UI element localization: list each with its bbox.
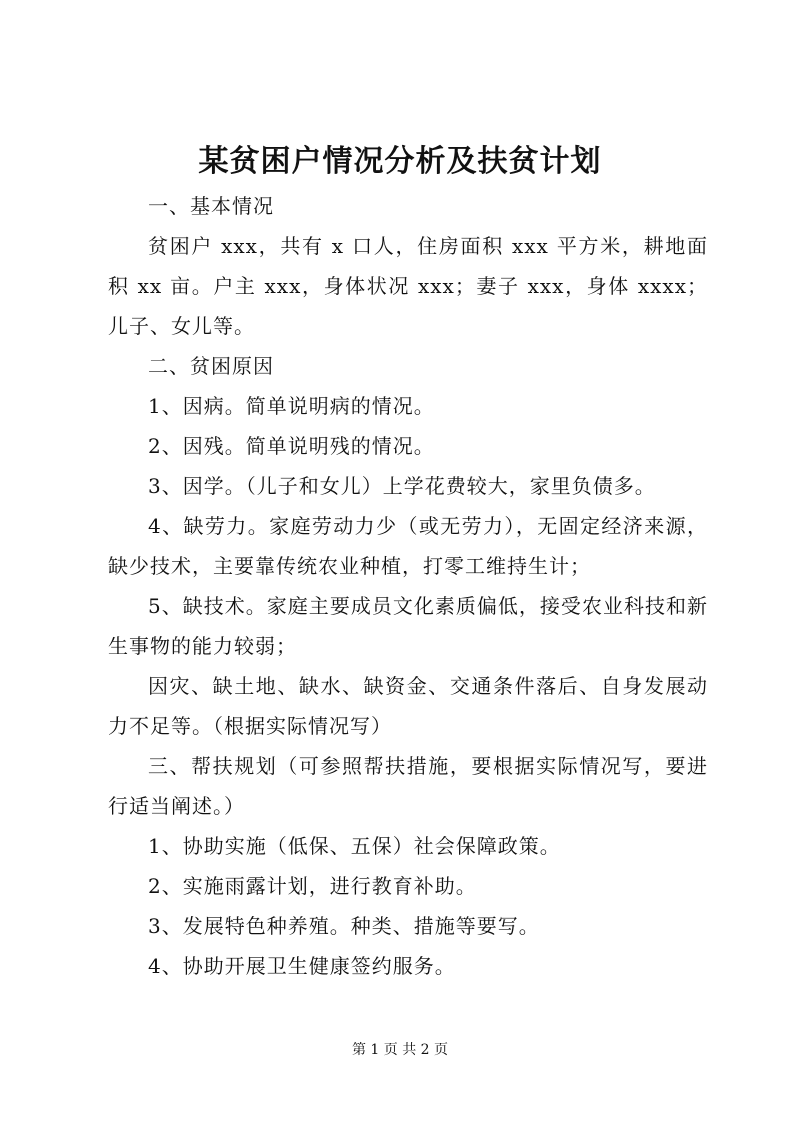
list-item-health-service: 4、协助开展卫生健康签约服务。: [148, 954, 456, 978]
section-heading-basic-info: 一、基本情况: [148, 194, 274, 218]
list-item-skill-shortage: 5、缺技术。家庭主要成员文化素质偏低，接受农业科技和新生事物的能力较弱；: [108, 594, 708, 658]
document-body: [108, 186, 708, 986]
section-heading-poverty-causes: 二、贫困原因: [148, 354, 274, 378]
list-item-illness: 1、因病。简单说明病的情况。: [148, 394, 435, 418]
list-item-labor-shortage: 4、缺劳力。家庭劳动力少（或无劳力），无固定经济来源，缺少技术，主要靠传统农业种植，打零工维持生计；: [108, 514, 708, 578]
list-item-social-security: 1、协助实施（低保、五保）社会保障政策。: [148, 834, 561, 858]
section-heading-assistance-plan: 三、帮扶规划（可参照帮扶措施，要根据实际情况写，要进行适当阐述。）: [108, 754, 708, 818]
list-item-farming: 3、发展特色种养殖。种类、措施等要写。: [148, 914, 540, 938]
list-item-education-subsidy: 2、实施雨露计划，进行教育补助。: [148, 874, 477, 898]
paragraph-basic-info: 贫困户 xxx，共有 x 口人，住房面积 xxx 平方米，耕地面积 xx 亩。户主 xxx，身体状况 xxx；妻子 xxx，身体 xxxx；儿子、女儿等。: [108, 234, 708, 338]
page-footer: 第 1 页 共 2 页: [351, 1042, 449, 1058]
list-item-disability: 2、因残。简单说明残的情况。: [148, 434, 435, 458]
list-item-education: 3、因学。（儿子和女儿）上学花费较大，家里负债多。: [148, 474, 656, 498]
document-title: 某贫困户情况分析及扶贫计划: [198, 144, 602, 179]
paragraph-other-causes: 因灾、缺土地、缺水、缺资金、交通条件落后、自身发展动力不足等。（根据实际情况写）: [108, 674, 708, 738]
